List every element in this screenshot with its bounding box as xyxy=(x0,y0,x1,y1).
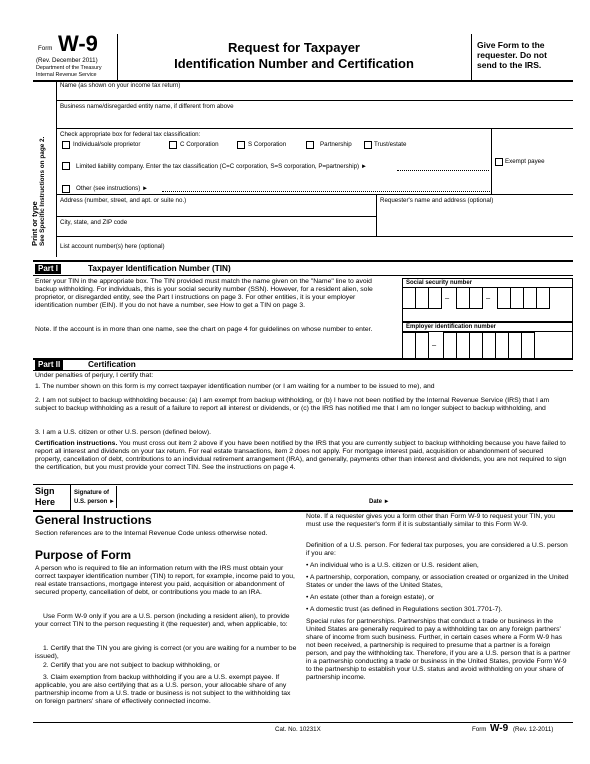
title-line2: Identification Number and Certification xyxy=(174,56,414,71)
date-field[interactable] xyxy=(392,490,562,506)
rev-date: (Rev. December 2011) xyxy=(36,57,98,64)
individual-label: Individual/sole proprietor xyxy=(73,141,141,148)
part1-note: Note. If the account is in more than one name, see the chart on page 4 for guidelines on whose number to enter. xyxy=(35,326,373,333)
scorp-label: S Corporation xyxy=(248,141,287,148)
part1-text: Enter your TIN in the appropriate box. The TIN provided must match the name given on the "Name" line to avoid backup withholding. For individuals, this is your social security number (SSN). However, for a resident alien, sole proprietor, or disregarded entity, see the Part I instructions on page 3. For other entities, it is your employer identification number (EIN). If you do not have a number, see How to get a TIN on page 3. xyxy=(35,278,373,309)
requester-label: Requester's name and address (optional) xyxy=(380,197,494,204)
form-number: W-9 xyxy=(58,31,98,56)
name-field-label: Name (as shown on your income tax return) xyxy=(60,82,181,89)
title-line1: Request for Taxpayer xyxy=(228,40,360,55)
cat-number: Cat. No. 10231X xyxy=(275,726,321,733)
trust-label: Trust/estate xyxy=(374,141,407,148)
bullet-2: • A partnership, corporation, company, or association created or organized in the United States or under the laws of the United States, xyxy=(306,574,569,589)
cert-item-3: 3. I am a U.S. citizen or other U.S. person (defined below). xyxy=(35,429,212,436)
scorp-checkbox[interactable] xyxy=(237,141,245,149)
cert-item-1: 1. The number shown on this form is my correct taxpayer identification number (or I am waiting for a number to be issued to me), and xyxy=(35,383,435,390)
ccorp-label: C Corporation xyxy=(180,141,219,148)
ein-label: Employer identification number xyxy=(403,323,572,332)
general-instructions-heading: General Instructions xyxy=(35,513,152,527)
footer-form-number: W-9 xyxy=(490,723,509,734)
part1-label: Part I xyxy=(35,264,61,274)
cert-item-2: 2. I am not subject to backup withholding because: (a) I am exempt from backup withholding, or (b) I have not been notified by the Internal Revenue Service (IRS) that I am subject to backup withholding as a result of a failure to report all interest or dividends, or (c) the IRS has notified me that I am no longer subject to backup withholding, and xyxy=(35,397,550,412)
individual-checkbox[interactable] xyxy=(62,141,70,149)
purpose-item-3: 3. Claim exemption from backup withholding if you are a U.S. exempt payee. If applicable, you are also certifying that as a U.S. person, your allocable share of any partnership income from a U.S. trade or business is not subject to the withholding tax on foreign partners' share of effectively connected income. xyxy=(35,674,291,705)
llc-label: Limited liability company. Enter the tax classification (C=C corporation, S=S corporation, P=partnership) ► xyxy=(76,163,367,170)
general-instructions-text: Section references are to the Internal Revenue Code unless otherwise noted. xyxy=(35,530,268,537)
special-rules-paragraph: Special rules for partnerships. Partnerships that conduct a trade or business in the United States are generally required to pay a withholding tax on any foreign partners' share of income from such business. Further, in certain cases where a Form W-9 has not been received, a partnership is required to presume that a partner is a foreign person, and pay the withholding tax. Therefore, if you are a U.S. person that is a partner in a partnership conducting a trade or business in the United States, provide Form W-9 to the partnership to establish your U.S. status and avoid withholding on your share of partnership income. xyxy=(306,618,571,681)
accounts-label: List account number(s) here (optional) xyxy=(60,243,165,250)
part1-title: Taxpayer Identification Number (TIN) xyxy=(88,264,231,273)
bullet-1: • An individual who is a U.S. citizen or U.S. resident alien, xyxy=(306,562,479,569)
purpose-item-2: 2. Certify that you are not subject to backup withholding, or xyxy=(43,662,220,669)
form-word: Form xyxy=(38,45,53,52)
other-label: Other (see instructions) ► xyxy=(76,185,149,192)
signature-field[interactable] xyxy=(118,488,358,506)
cert-instructions: Certification instructions. You must cross out item 2 above if you have been notified by the IRS that you are currently subject to backup withholding because you have failed to report all interest and dividends on your tax return. For real estate transactions, item 2 does not apply. For mortgage interest paid, acquisition or abandonment of secured property, cancellation of debt, contributions to an individual retirement arrangement (IRA), and generally, payments other than interest and dividends, you are not required to sign the certification, but you must provide your correct TIN. See the instructions on page 4. xyxy=(35,440,567,471)
footer-form-word: Form xyxy=(472,726,487,733)
bullet-3: • An estate (other than a foreign estate), or xyxy=(306,594,435,601)
other-checkbox[interactable] xyxy=(62,185,70,193)
city-label: City, state, and ZIP code xyxy=(60,219,128,226)
signature-label2: U.S. person ► xyxy=(74,499,115,505)
partnership-checkbox[interactable] xyxy=(306,141,314,149)
llc-checkbox[interactable] xyxy=(62,162,70,170)
purpose-use: Use Form W-9 only if you are a U.S. person (including a resident alien), to provide your correct TIN to the person requesting it (the requester) and, when applicable, to: xyxy=(35,613,290,628)
see-instructions: See Specific Instructions on page 2. xyxy=(39,136,46,246)
note-paragraph: Note. If a requester gives you a form other than Form W-9 to request your TIN, you must use the requester's form if it is substantially similar to this Form W-9. xyxy=(306,513,556,528)
here-word: Here xyxy=(35,497,56,507)
business-name-label: Business name/disregarded entity name, if different from above xyxy=(60,103,234,110)
bullet-4: • A domestic trust (as defined in Regulations section 301.7701-7). xyxy=(306,606,503,613)
dept-irs: Internal Revenue Service xyxy=(36,72,97,78)
purpose-heading: Purpose of Form xyxy=(35,548,132,562)
exempt-payee-checkbox[interactable] xyxy=(495,158,503,166)
part2-intro: Under penalties of perjury, I certify that: xyxy=(35,372,154,379)
address-label: Address (number, street, and apt. or suite no.) xyxy=(60,197,187,204)
print-or-type: Print or type xyxy=(30,201,39,246)
purpose-text: A person who is required to file an information return with the IRS must obtain your correct taxpayer identification number (TIN) to report, for example, income paid to you, real estate transactions, mortgage interest you paid, acquisition or abandonment of secured property, cancellation of debt, or contributions you made to an IRA. xyxy=(35,565,295,596)
purpose-item-1: 1. Certify that the TIN you are giving is correct (or you are waiting for a number to be issued), xyxy=(35,645,297,660)
part2-label: Part II xyxy=(35,360,63,370)
us-person-definition: Definition of a U.S. person. For federal tax purposes, you are considered a U.S. person if you are: xyxy=(306,542,568,557)
ccorp-checkbox[interactable] xyxy=(169,141,177,149)
signature-label1: Signature of xyxy=(74,490,110,496)
classification-label: Check appropriate box for federal tax classification: xyxy=(60,131,201,138)
exempt-payee-label: Exempt payee xyxy=(505,158,545,165)
ssn-label: Social security number xyxy=(403,279,572,288)
part2-title: Certification xyxy=(88,360,136,369)
sign-word: Sign xyxy=(35,486,55,496)
dept-treasury: Department of the Treasury xyxy=(36,65,102,71)
trust-checkbox[interactable] xyxy=(364,141,372,149)
date-label: Date ► xyxy=(369,499,390,505)
partnership-label: Partnership xyxy=(320,141,352,148)
give-form-notice: Give Form to the requester. Do not send to the IRS. xyxy=(477,40,547,70)
footer-rev: (Rev. 12-2011) xyxy=(513,726,554,733)
